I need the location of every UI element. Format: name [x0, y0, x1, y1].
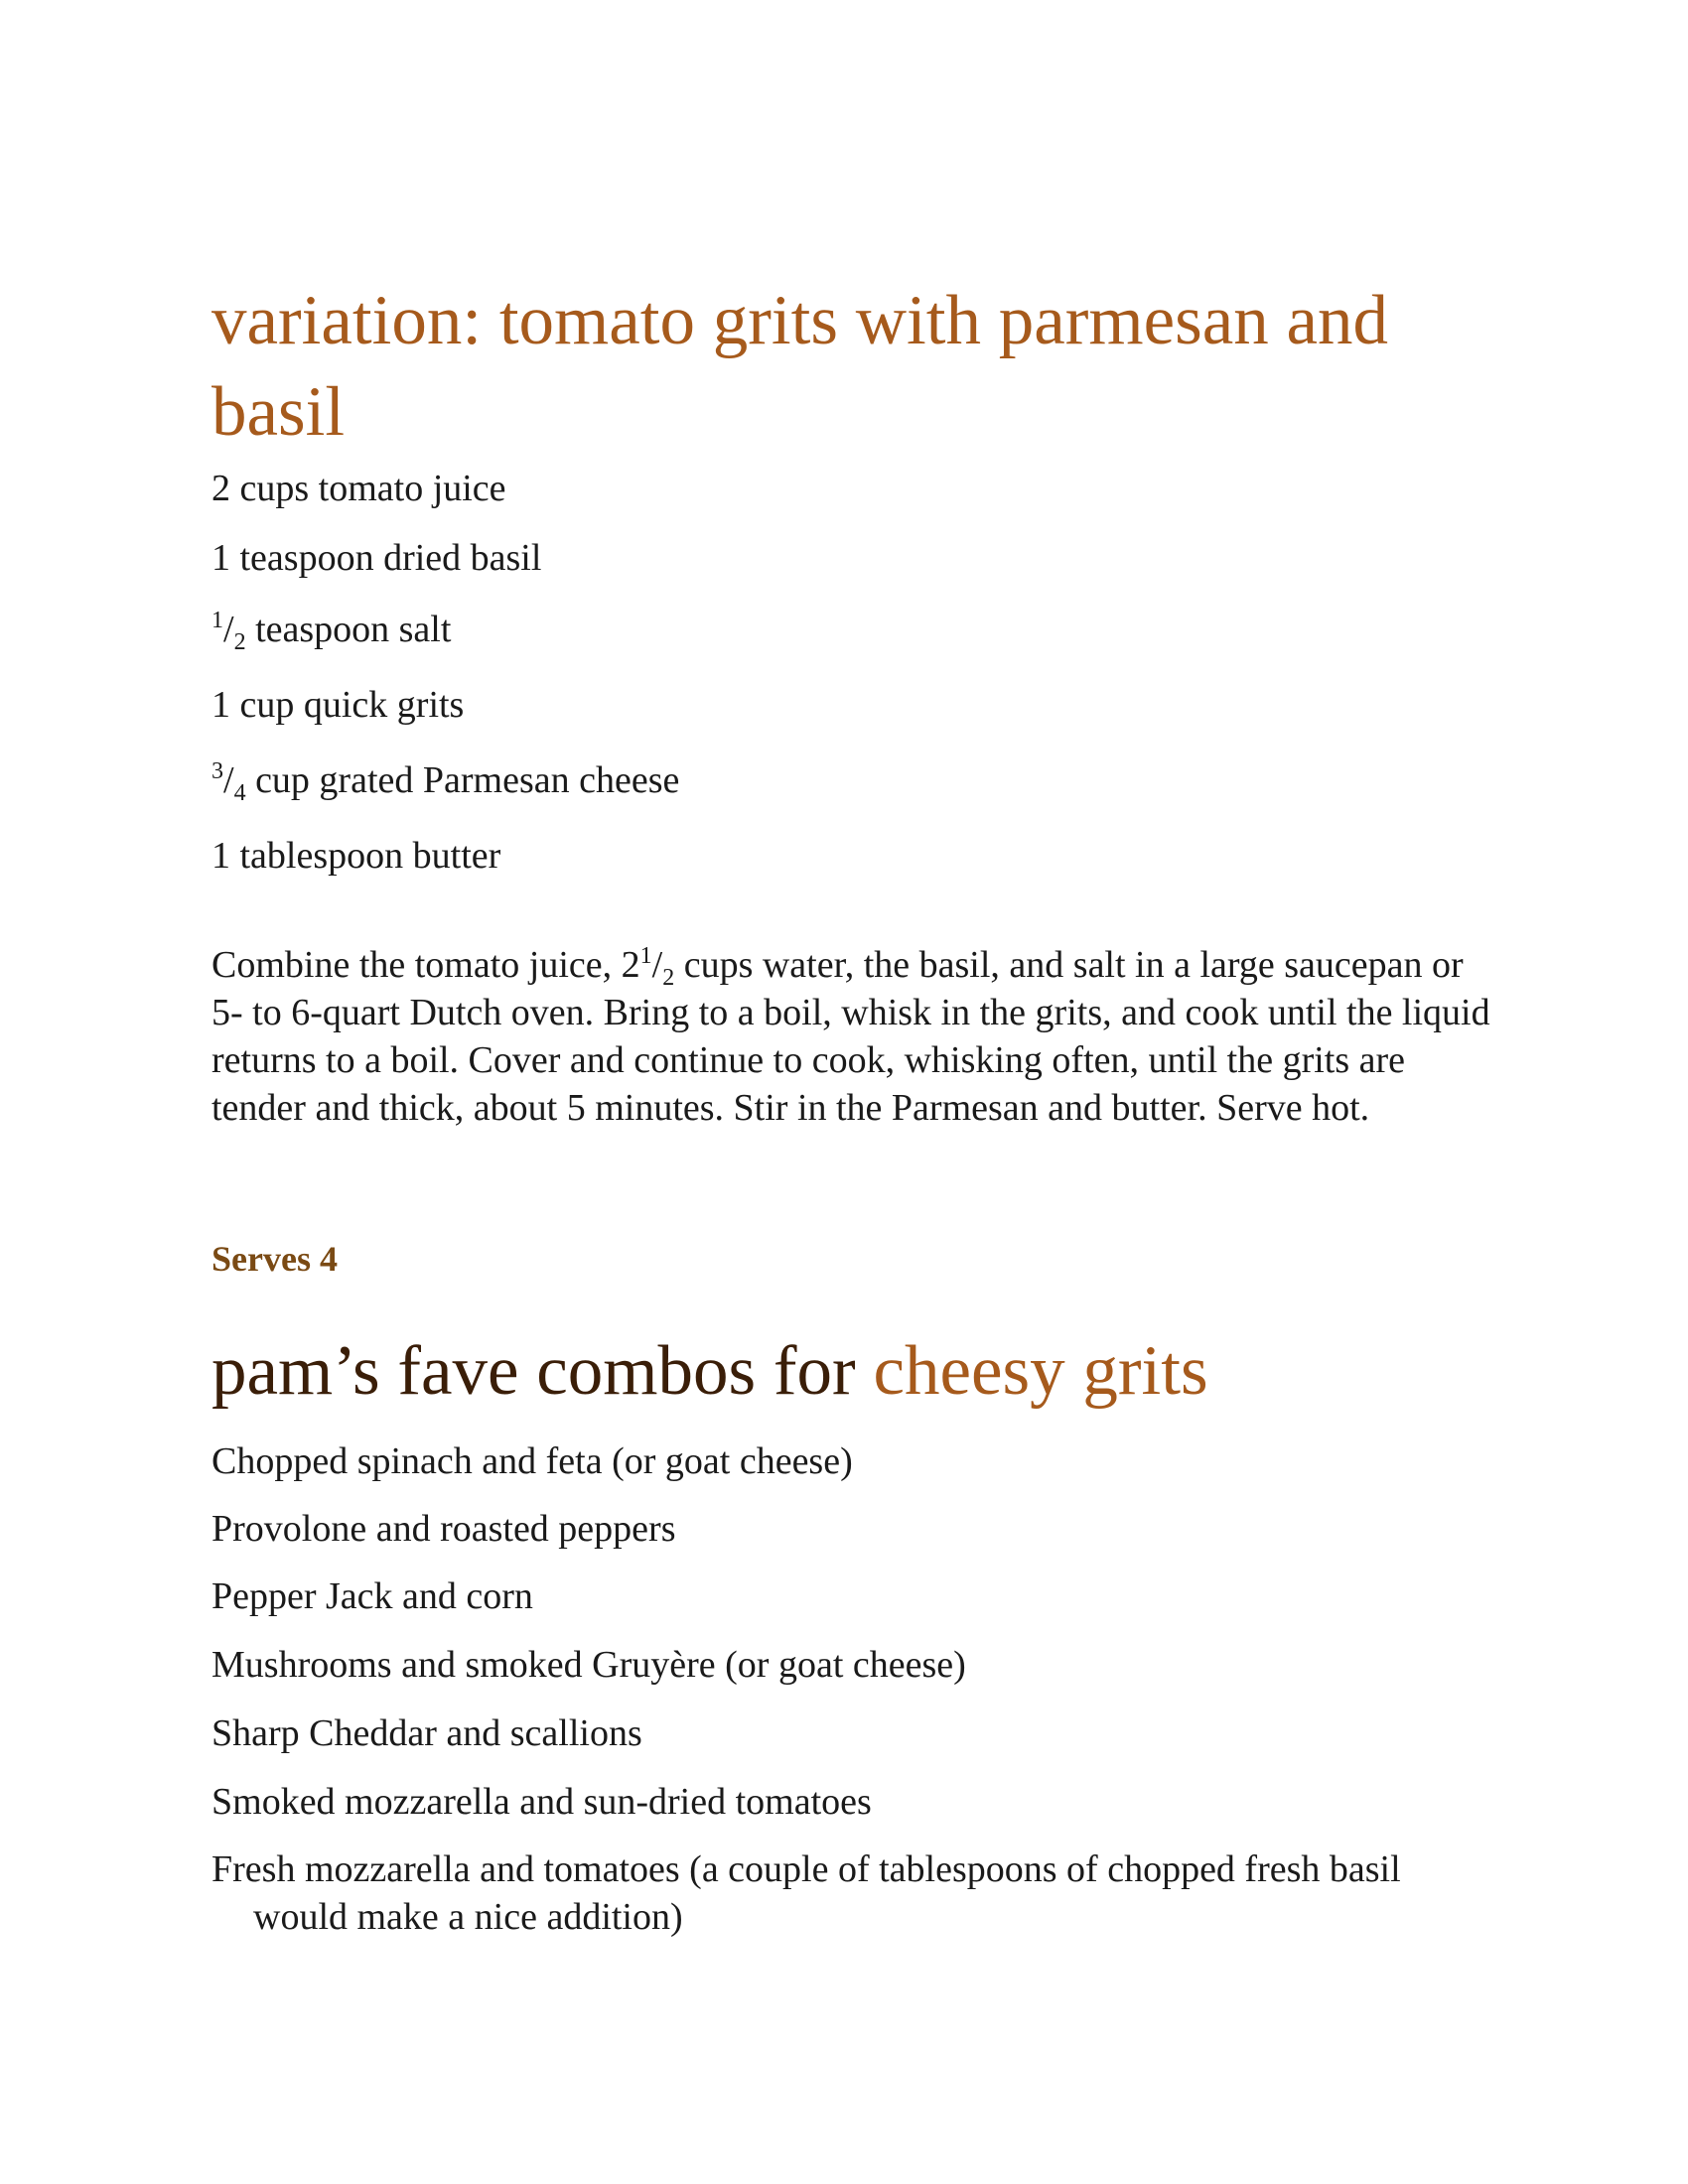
fraction-denominator: 2	[233, 629, 246, 655]
combos-title	[211, 1328, 1208, 1414]
ingredient-item	[211, 467, 506, 510]
combo-item: Pepper Jack and corn	[211, 1575, 533, 1617]
combo-item: Sharp Cheddar and scallions	[211, 1712, 642, 1754]
method-text-rest: cups water, the basil, and salt in a large saucepan or 5- to 6-quart Dutch oven. Bring to a boil, whisk in the grits, and cook until the liquid returns to a boil. Cover and continue to cook, whisking often, until the grits are tender and thick, about 5 minutes. Stir in the Parmesan and butter. Serve hot.	[211, 944, 1490, 1129]
combo-item: Smoked mozzarella and sun-dried tomatoes	[211, 1781, 872, 1823]
combos-title-accent: cheesy grits	[873, 1332, 1208, 1410]
fraction-numerator: 3	[211, 758, 223, 784]
combo-item: Chopped spinach and feta (or goat cheese)	[211, 1440, 853, 1482]
fraction-numerator: 1	[639, 943, 652, 969]
ingredient-text: 2 cups tomato juice	[211, 468, 506, 509]
fraction-denominator: 2	[662, 965, 675, 991]
fraction-numerator: 1	[211, 608, 223, 633]
ingredient-item: $^1/_2$ teaspoon salt	[211, 608, 452, 655]
serves-label: Serves 4	[211, 1239, 338, 1279]
ingredient-item	[211, 834, 500, 878]
ingredient-text: 1 cup quick grits	[211, 684, 465, 726]
ingredient-item: $^3/_4$ cup grated Parmesan cheese	[211, 758, 680, 806]
combos-title-lead: pam’s fave combos for	[211, 1332, 874, 1410]
ingredient-text: 1 teaspoon dried basil	[211, 537, 542, 579]
ingredient-text: teaspoon salt	[245, 609, 452, 650]
fraction-denominator: 4	[233, 780, 246, 806]
ingredient-text: cup grated Parmesan cheese	[245, 759, 680, 801]
combo-item: Mushrooms and smoked Gruyère (or goat cheese)	[211, 1644, 966, 1686]
ingredient-item	[211, 683, 464, 727]
combo-item: Fresh mozzarella and tomatoes (a couple of tablespoons of chopped fresh basil would make a nice addition)	[211, 1848, 1401, 1938]
combo-item: Provolone and roasted peppers	[211, 1508, 676, 1550]
ingredient-text: 1 tablespoon butter	[211, 835, 501, 877]
ingredient-item	[211, 536, 541, 580]
variation-title: variation: tomato grits with parmesan and basil	[211, 282, 1389, 451]
method-paragraph: Combine the tomato juice, $2^1/_2$ cups water, the basil, and salt in a large saucepan or 5- to 6-quart Dutch oven. Bring to a boil, whisk in the grits, and cook until the liquid returns to a boil. Cover and continue to cook, whisking often, until the grits are tender and thick, about 5 minutes. Stir in the Parmesan and butter. Serve hot.	[211, 943, 1490, 1129]
method-text-start: Combine the tomato juice, 2	[211, 944, 640, 986]
